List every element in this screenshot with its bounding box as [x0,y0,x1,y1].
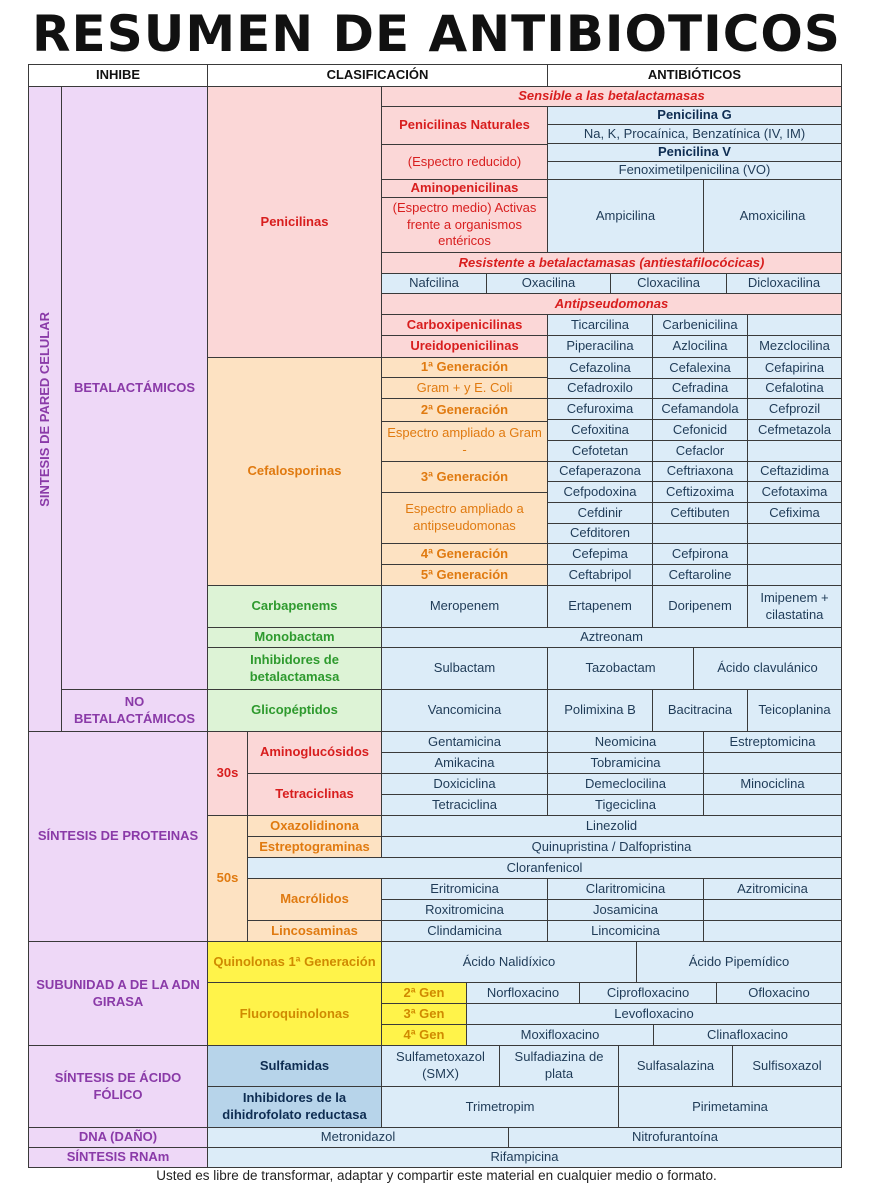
aminopenicilinas-sub: (Espectro medio) Activas frente a organismos entéricos [381,197,548,253]
group-betalactamicos: BETALACTÁMICOS [61,86,208,690]
estreptomicina: Estreptomicina [703,731,842,753]
teicoplanina: Teicoplanina [747,689,842,732]
sulfametoxazol: Sulfametoxazol (SMX) [381,1045,500,1087]
monobactam-label: Monobactam [207,627,382,648]
subunidad-30s: 30s [207,731,248,816]
sulfisoxazol: Sulfisoxazol [732,1045,842,1087]
linco-empty [703,920,842,942]
cefoxitina: Cefoxitina [547,419,653,441]
acido-nalidixico: Ácido Nalidíxico [381,941,637,983]
eritromicina: Eritromicina [381,878,548,900]
ciprofloxacino: Ciprofloxacino [579,982,717,1004]
penicilinas-label: Penicilinas [207,86,382,358]
bacitracina: Bacitracina [652,689,748,732]
inhibe-sintesis-rnam: SÍNTESIS RNAm [28,1147,208,1168]
cefpirona: Cefpirona [652,543,748,565]
glicopeptidos-label: Glicopéptidos [207,689,382,732]
cefalotina: Cefalotina [747,378,842,399]
penicilina-g: Penicilina G [547,106,842,125]
nitrofurantoina: Nitrofurantoína [508,1127,842,1148]
cloxacilina: Cloxacilina [610,273,727,294]
cefaperazona: Cefaperazona [547,461,653,482]
carboxipenicilinas: Carboxipenicilinas [381,314,548,336]
oxazolidinona-label: Oxazolidinona [247,815,382,837]
quinolonas-label: Quinolonas 1ª Generación [207,941,382,983]
g4-empty [747,543,842,565]
roxitromicina: Roxitromicina [381,899,548,921]
fluoroquinolonas-label: Fluoroquinolonas [207,982,382,1046]
nafcilina: Nafcilina [381,273,487,294]
cefazolina: Cefazolina [547,357,653,379]
mezclocilina: Mezclocilina [747,335,842,358]
resistente-betalactamasas: Resistente a betalactamasas (antiestafilocócicas) [381,252,842,274]
cefdinir: Cefdinir [547,502,653,524]
cefpodoxina: Cefpodoxina [547,481,653,503]
cefalosporinas-label: Cefalosporinas [207,357,382,586]
penicilina-v-sub: Fenoximetilpenicilina (VO) [547,161,842,180]
aztreonam: Aztreonam [381,627,842,648]
rifampicina: Rifampicina [207,1147,842,1168]
g3-empty-1 [652,523,748,544]
inhibidores-betalactamasa-label: Inhibidores de betalactamasa [207,647,382,690]
lincosaminas-label: Lincosaminas [247,920,382,942]
header-antibioticos: ANTIBIÓTICOS [547,64,842,87]
inhibe-dna-dano: DNA (DAÑO) [28,1127,208,1148]
pirimetamina: Pirimetamina [618,1086,842,1128]
inhibe-pared-celular [28,86,62,732]
cef-g1: 1ª Generación [381,357,548,378]
minociclina: Minociclina [703,773,842,795]
acido-pipemidico: Ácido Pipemídico [636,941,842,983]
cefonicid: Cefonicid [652,419,748,441]
cefditoren: Cefditoren [547,523,653,544]
sulfasalazina: Sulfasalazina [618,1045,733,1087]
penicilina-v: Penicilina V [547,143,842,162]
azlocilina: Azlocilina [652,335,748,358]
oxacilina: Oxacilina [486,273,611,294]
inhibe-sintesis-proteinas: SÍNTESIS DE PROTEINAS [28,731,208,942]
macrolidos-label: Macrólidos [247,878,382,921]
inhibe-adn-girasa: SUBUNIDAD A DE LA ADN GIRASA [28,941,208,1046]
carbapenems-label: Carbapenems [207,585,382,628]
macro-empty [703,899,842,921]
antipseudomonas: Antipseudomonas [381,293,842,315]
azitromicina: Azitromicina [703,878,842,900]
ertapenem: Ertapenem [547,585,653,628]
fq-gen2: 2ª Gen [381,982,467,1004]
meropenem: Meropenem [381,585,548,628]
dicloxacilina: Dicloxacilina [726,273,842,294]
ceftibuten: Ceftibuten [652,502,748,524]
cefadroxilo: Cefadroxilo [547,378,653,399]
tobramicina: Tobramicina [547,752,704,774]
penicilina-g-sub: Na, K, Procaínica, Benzatínica (IV, IM) [547,124,842,144]
neomicina: Neomicina [547,731,704,753]
group-no-betalactamicos: NO BETALACTÁMICOS [61,689,208,732]
cefuroxima: Cefuroxima [547,398,653,420]
aminoglucosidos-label: Aminoglucósidos [247,731,382,774]
estreptograminas-label: Estreptograminas [247,836,382,858]
inhibe-acido-folico: SÍNTESIS DE ÁCIDO FÓLICO [28,1045,208,1128]
cef-g3-sub: Espectro ampliado a antipseudomonas [381,492,548,544]
sulfadiazina-plata: Sulfadiazina de plata [499,1045,619,1087]
g3-empty-2 [747,523,842,544]
fq-gen4: 4ª Gen [381,1024,467,1046]
header-clasificacion: CLASIFICACIÓN [207,64,548,87]
amoxicilina: Amoxicilina [703,179,842,253]
trimetropim: Trimetropim [381,1086,619,1128]
cef-g2: 2ª Generación [381,398,548,422]
carboxi-empty [747,314,842,336]
ticarcilina: Ticarcilina [547,314,653,336]
cefapirina: Cefapirina [747,357,842,379]
josamicina: Josamicina [547,899,704,921]
demeclocilina: Demeclocilina [547,773,704,795]
cefalexina: Cefalexina [652,357,748,379]
metronidazol: Metronidazol [207,1127,509,1148]
ceftabripol: Ceftabripol [547,564,653,586]
polimixina-b: Polimixina B [547,689,653,732]
sensible-betalactamasas: Sensible a las betalactamasas [381,86,842,107]
cefprozil: Cefprozil [747,398,842,420]
cloranfenicol: Cloranfenicol [247,857,842,879]
doripenem: Doripenem [652,585,748,628]
tetraciclinas-label: Tetraciclinas [247,773,382,816]
ceftazidima: Ceftazidima [747,461,842,482]
clinafloxacino: Clinafloxacino [653,1024,842,1046]
subunidad-50s: 50s [207,815,248,942]
vancomicina: Vancomicina [381,689,548,732]
license-footer: Usted es libre de transformar, adaptar y compartir este material en cualquier medio o formato. [156,1168,717,1183]
cef-g2-sub: Espectro ampliado a Gram - [381,421,548,462]
cef-g5: 5ª Generación [381,564,548,586]
ceftizoxima: Ceftizoxima [652,481,748,503]
quinupristina-dalfopristina: Quinupristina / Dalfopristina [381,836,842,858]
tetra-empty [703,794,842,816]
cefotetan: Cefotetan [547,440,653,462]
cefradina: Cefradina [652,378,748,399]
acido-clavulanico: Ácido clavulánico [693,647,842,690]
levofloxacino: Levofloxacino [466,1003,842,1025]
cefamandola: Cefamandola [652,398,748,420]
sulbactam: Sulbactam [381,647,548,690]
norfloxacino: Norfloxacino [466,982,580,1004]
tigeciclina: Tigeciclina [547,794,704,816]
amikacina: Amikacina [381,752,548,774]
gentamicina: Gentamicina [381,731,548,753]
piperacilina: Piperacilina [547,335,653,358]
carbenicilina: Carbenicilina [652,314,748,336]
inhibidores-dhfr-label: Inhibidores de la dihidrofolato reductasa [207,1086,382,1128]
header-inhibe: INHIBE [28,64,208,87]
inhibe-pared-celular-text: SINTESIS DE PARED CELULAR [36,311,52,507]
cefaclor: Cefaclor [652,440,748,462]
doxiciclina: Doxiciclina [381,773,548,795]
penicilinas-naturales-sub: (Espectro reducido) [381,144,548,180]
cefmetazola: Cefmetazola [747,419,842,441]
tetraciclina: Tetraciclina [381,794,548,816]
linezolid: Linezolid [381,815,842,837]
moxifloxacino: Moxifloxacino [466,1024,654,1046]
ureidopenicilinas: Ureidopenicilinas [381,335,548,358]
page-title: RESUMEN DE ANTIBIOTICOS [32,5,841,63]
sulfamidas-label: Sulfamidas [207,1045,382,1087]
claritromicina: Claritromicina [547,878,704,900]
lincomicina: Lincomicina [547,920,704,942]
cefotaxima: Cefotaxima [747,481,842,503]
ceftriaxona: Ceftriaxona [652,461,748,482]
cef-g1-sub: Gram + y E. Coli [381,377,548,399]
amino-empty [703,752,842,774]
cefixima: Cefixima [747,502,842,524]
g5-empty [747,564,842,586]
clindamicina: Clindamicina [381,920,548,942]
cef-g3: 3ª Generación [381,461,548,493]
ceftaroline: Ceftaroline [652,564,748,586]
ofloxacino: Ofloxacino [716,982,842,1004]
tazobactam: Tazobactam [547,647,694,690]
fq-gen3: 3ª Gen [381,1003,467,1025]
imipenem-cilastatina: Imipenem + cilastatina [747,585,842,628]
penicilinas-naturales: Penicilinas Naturales [381,106,548,145]
g2-empty [747,440,842,462]
ampicilina: Ampicilina [547,179,704,253]
aminopenicilinas: Aminopenicilinas [381,179,548,198]
cef-g4: 4ª Generación [381,543,548,565]
cefepima: Cefepima [547,543,653,565]
